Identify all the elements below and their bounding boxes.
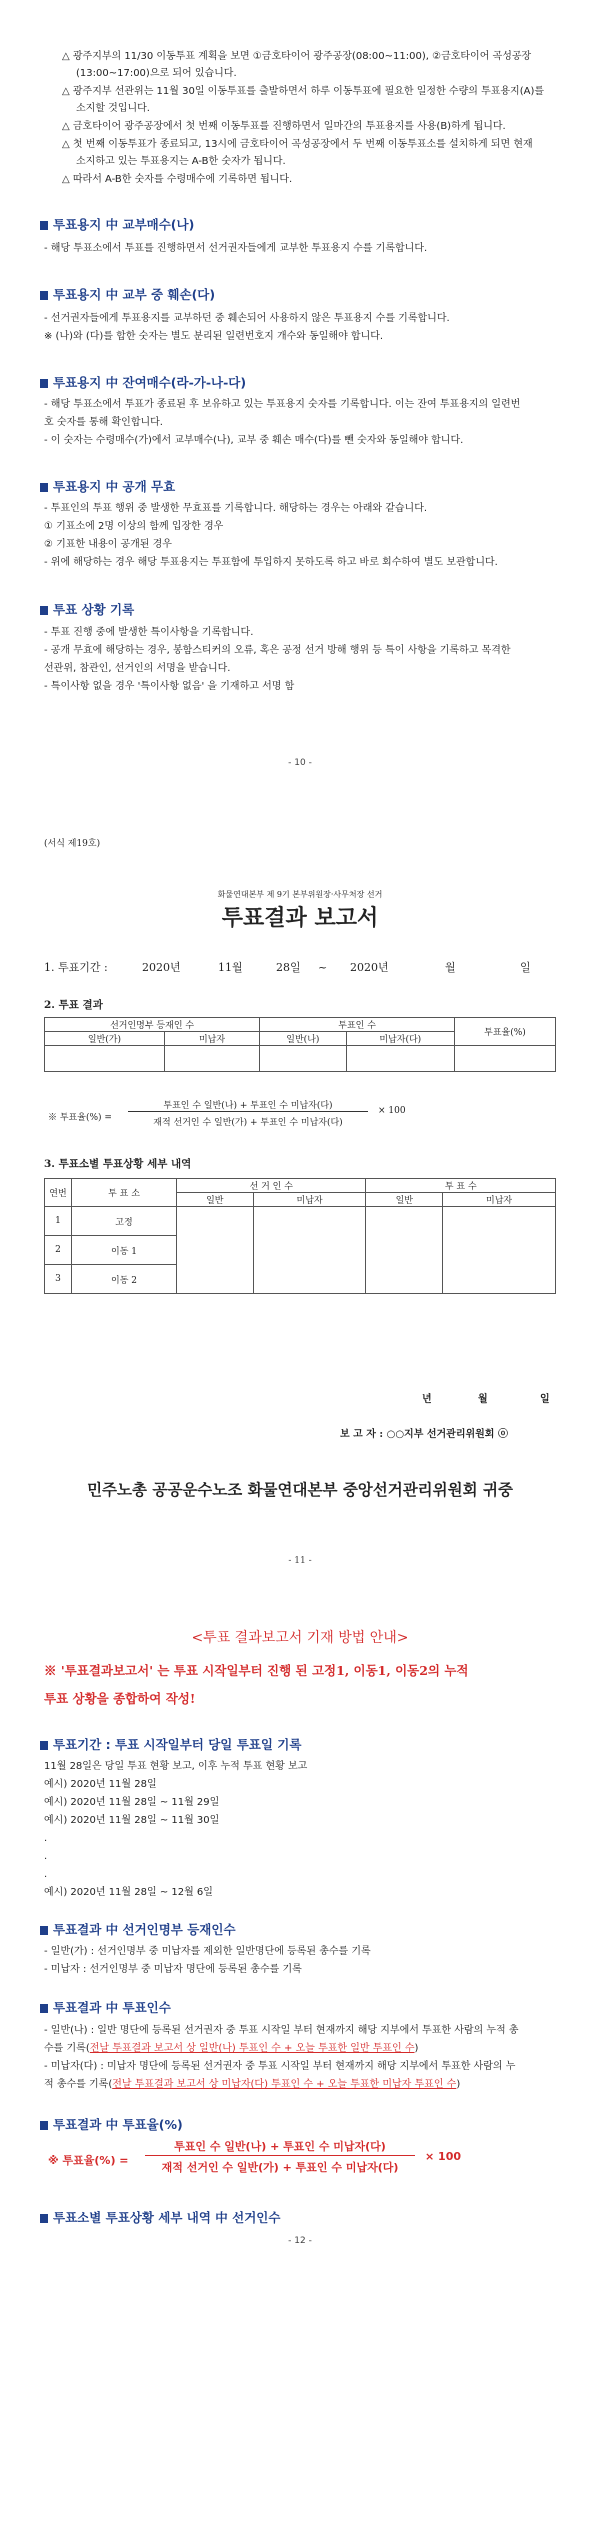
formula-denominator: 재적 선거인 수 일반(가) + 투표인 수 미납자(다): [153, 1118, 343, 1128]
header-minor: 미납자: [443, 1193, 556, 1207]
row-place: 이동 2: [72, 1265, 177, 1294]
section-line: - 특이사항 없을 경우 '특이사항 없음' 을 기재하고 서명 함: [44, 681, 295, 692]
section-line: - 해당 투표소에서 투표를 진행하면서 선거권자들에게 교부한 투표용지 수를 기록합니다.: [44, 243, 428, 254]
section-line: 수를 기록(전날 투표결과 보고서 상 일반(나) 투표인 수 + 오늘 투표한 일반 투표인 수): [44, 2043, 419, 2054]
detail-table: [44, 1178, 556, 1294]
cell: [443, 1207, 556, 1294]
row-no: 3: [45, 1265, 72, 1294]
section-title: 투표결과 中 투표인수: [40, 1998, 171, 2016]
row-place: 이동 1: [72, 1236, 177, 1265]
header-electors: 선 거 인 수: [177, 1179, 366, 1193]
section-title: 투표용지 中 교부 중 훼손(다): [40, 285, 215, 303]
section-title: 투표결과 中 투표율(%): [40, 2115, 183, 2133]
formula-suffix: × 100: [378, 1106, 406, 1116]
bullet-line: (13:00~17:00)으로 되어 있습니다.: [76, 68, 237, 79]
highlight-text: 전날 투표결과 보고서 상 미납자(다) 투표인 수 + 오늘 투표한 미납자 투표인 수: [112, 2079, 457, 2090]
formula-bar: [128, 1111, 368, 1112]
header-minor: 미납자(다): [346, 1032, 454, 1046]
guide-title: <투표 결과보고서 기재 방법 안내>: [191, 1630, 409, 1646]
cell: [177, 1207, 254, 1294]
result-table: [44, 1017, 556, 1072]
highlight-text: 전날 투표결과 보고서 상 일반(나) 투표인 수 + 오늘 투표한 일반 투표인 수: [89, 2043, 415, 2054]
section-line: ② 기표한 내용이 공개된 경우: [44, 539, 172, 550]
section-line: 호 숫자를 통해 확인합니다.: [44, 417, 163, 428]
section-line: ※ (나)와 (다)를 합한 숫자는 별도 분리된 일련번호지 개수와 동일해야 합니다.: [44, 331, 384, 342]
cell: [164, 1046, 259, 1072]
period-value: 28일: [276, 961, 301, 974]
section-line: .: [44, 1869, 48, 1880]
cell: [260, 1046, 346, 1072]
section-line: - 선거권자들에게 투표용지를 교부하던 중 훼손되어 사용하지 않은 투표용지 수를 기록합니다.: [44, 313, 450, 324]
guide-note: ※ '투표결과보고서' 는 투표 시작일부터 진행 된 고정1, 이동1, 이동2의 누적: [44, 1663, 469, 1678]
bullet-line: 소지할 것입니다.: [76, 103, 150, 114]
section-title: 투표소별 투표상황 세부 내역 中 선거인수: [40, 2208, 280, 2226]
section-line: 선관위, 참관인, 선거인의 서명을 받습니다.: [44, 663, 231, 674]
page-11: [0, 780, 600, 1580]
period-value: 월: [445, 961, 456, 974]
section-line: - 미납자 : 선거인명부 중 미납자 명단에 등록된 총수를 기록: [44, 1964, 302, 1975]
page-number: - 11 -: [288, 1556, 312, 1566]
section-title: 투표용지 中 교부매수(나): [40, 215, 194, 233]
bullet-line: 소지하고 있는 투표용지는 A-B한 숫자가 됩니다.: [76, 156, 286, 167]
header-voters: 투표인 수: [260, 1018, 455, 1032]
section-line: 적 총수를 기록(전날 투표결과 보고서 상 미납자(다) 투표인 수 + 오늘 투표한 미납자 투표인 수): [44, 2079, 461, 2090]
date-month: 월: [478, 1394, 488, 1405]
header-registry: 선거인명부 등재인 수: [45, 1018, 260, 1032]
section-line: ① 기표소에 2명 이상의 함께 입장한 경우: [44, 521, 224, 532]
formula-numerator: 투표인 수 일반(나) + 투표인 수 미납자(다): [163, 1101, 333, 1111]
detail-label: 3. 투표소별 투표상황 세부 내역: [44, 1158, 192, 1170]
formula-bar: [145, 2155, 415, 2156]
row-no: 1: [45, 1207, 72, 1236]
cell: [366, 1207, 443, 1294]
formula-suffix: × 100: [425, 2150, 462, 2163]
page-number: - 10 -: [288, 758, 312, 768]
section-line: - 공개 무효에 해당하는 경우, 봉함스티커의 오류, 혹은 공정 선거 방해 행위 등 특이 사항을 기록하고 목격한: [44, 645, 511, 656]
period-value: 11월: [218, 961, 243, 974]
bullet-line: △ 첫 번째 이동투표가 종료되고, 13시에 금호타이어 곡성공장에서 두 번째 이동투표소를 설치하게 되면 현재: [62, 139, 533, 150]
section-title: 투표결과 中 선거인명부 등재인수: [40, 1920, 236, 1938]
period-value: 2020년: [350, 961, 389, 974]
row-no: 2: [45, 1236, 72, 1265]
page-number: - 12 -: [288, 2236, 312, 2246]
guide-note: 투표 상황을 종합하여 작성!: [44, 1691, 196, 1706]
section-line: .: [44, 1833, 48, 1844]
section-line: - 이 숫자는 수령매수(가)에서 교부매수(나), 교부 중 훼손 매수(다)를 뺀 숫자와 동일해야 합니다.: [44, 435, 464, 446]
period-value: ~: [318, 961, 328, 974]
header-general: 일반: [177, 1193, 254, 1207]
section-line: - 해당 투표소에서 투표가 종료된 후 보유하고 있는 투표용지 숫자를 기록합니다. 이는 잔여 투표용지의 일련번: [44, 399, 521, 410]
cell: [455, 1046, 556, 1072]
recipient-org: 민주노총 공공운수노조 화물연대본부 중앙선거관리위원회 귀중: [87, 1481, 513, 1499]
form-subtitle: 화물연대본부 제 9기 본부위원장·사무처장 선거: [217, 890, 383, 899]
section-line: .: [44, 1851, 48, 1862]
section-line: - 일반(가) : 선거인명부 중 미납자를 제외한 일반명단에 등록된 총수를 기록: [44, 1946, 371, 1957]
cell: [253, 1207, 366, 1294]
section-line: 예시) 2020년 11월 28일 ~ 11월 29일: [44, 1797, 220, 1808]
header-minor: 미납자: [253, 1193, 366, 1207]
formula-prefix: ※ 투표율(%) =: [48, 1113, 112, 1123]
form-number: (서식 제19호): [44, 839, 101, 849]
row-place: 고정: [72, 1207, 177, 1236]
period-value: 일: [520, 961, 531, 974]
header-general: 일반(나): [260, 1032, 346, 1046]
bullet-line: △ 따라서 A-B한 숫자를 수령매수에 기록하면 됩니다.: [62, 174, 293, 185]
section-line: - 일반(나) : 일반 명단에 등록된 선거권자 중 투표 시작일 부터 현재까지 해당 지부에서 투표한 사람의 누적 총: [44, 2025, 519, 2036]
section-title: 투표용지 中 공개 무효: [40, 477, 175, 495]
section-title: 투표 상황 기록: [40, 600, 134, 618]
page-12: [0, 1580, 600, 2546]
period-value: 2020년: [142, 961, 181, 974]
date-day: 일: [540, 1394, 550, 1405]
result-label: 2. 투표 결과: [44, 999, 103, 1011]
bullet-line: △ 금호타이어 광주공장에서 첫 번째 이동투표를 진행하면서 일마간의 투표용지를 사용(B)하게 됩니다.: [62, 121, 506, 132]
header-no: 연번: [45, 1179, 72, 1207]
formula-prefix: ※ 투표율(%) =: [48, 2154, 129, 2167]
section-line: - 위에 해당하는 경우 해당 투표용지는 투표함에 투입하지 못하도록 하고 바로 회수하여 별도 보관합니다.: [44, 557, 498, 568]
cell: [346, 1046, 454, 1072]
header-minor: 미납자: [164, 1032, 259, 1046]
bullet-line: △ 광주지부 선관위는 11월 30일 이동투표를 출발하면서 하루 이동투표에 필요한 일정한 수량의 투표용지(A)를: [62, 86, 545, 97]
table-row: [45, 1207, 556, 1236]
section-line: 예시) 2020년 11월 28일 ~ 12월 6일: [44, 1887, 213, 1898]
header-general: 일반: [366, 1193, 443, 1207]
section-line: - 미납자(다) : 미납자 명단에 등록된 선거권자 중 투표 시작일 부터 현재까지 해당 지부에서 투표한 사람의 누: [44, 2061, 516, 2072]
reporter: 보 고 자 : ○○지부 선거관리위원회 ⓞ: [340, 1429, 508, 1440]
section-title: 투표기간 : 투표 시작일부터 당일 투표일 기록: [40, 1735, 301, 1753]
header-place: 투 표 소: [72, 1179, 177, 1207]
header-general: 일반(가): [45, 1032, 165, 1046]
bullet-line: △ 광주지부의 11/30 이동투표 계획을 보면 ①금호타이어 광주공장(08:00~11:00), ②금호타이어 곡성공장: [62, 51, 532, 62]
page-10: [0, 0, 600, 780]
section-line: 예시) 2020년 11월 28일 ~ 11월 30일: [44, 1815, 220, 1826]
section-line: 11월 28일은 당일 투표 현황 보고, 이후 누적 투표 현황 보고: [44, 1761, 308, 1772]
formula-numerator: 투표인 수 일반(나) + 투표인 수 미납자(다): [174, 2140, 386, 2153]
period-label: 1. 투표기간 :: [44, 961, 108, 974]
header-rate: 투표율(%): [455, 1018, 556, 1046]
section-line: - 투표 진행 중에 발생한 특이사항을 기록합니다.: [44, 627, 254, 638]
page-title: 투표결과 보고서: [221, 906, 379, 931]
section-title: 투표용지 中 잔여매수(라-가-나-다): [40, 373, 246, 391]
header-votes: 투 표 수: [366, 1179, 556, 1193]
section-line: - 투표인의 투표 행위 중 발생한 무효표를 기록합니다. 해당하는 경우는 아래와 같습니다.: [44, 503, 428, 514]
formula-denominator: 재적 선거인 수 일반(가) + 투표인 수 미납자(다): [161, 2161, 399, 2174]
date-year: 년: [422, 1394, 432, 1405]
section-line: 예시) 2020년 11월 28일: [44, 1779, 157, 1790]
cell: [45, 1046, 165, 1072]
